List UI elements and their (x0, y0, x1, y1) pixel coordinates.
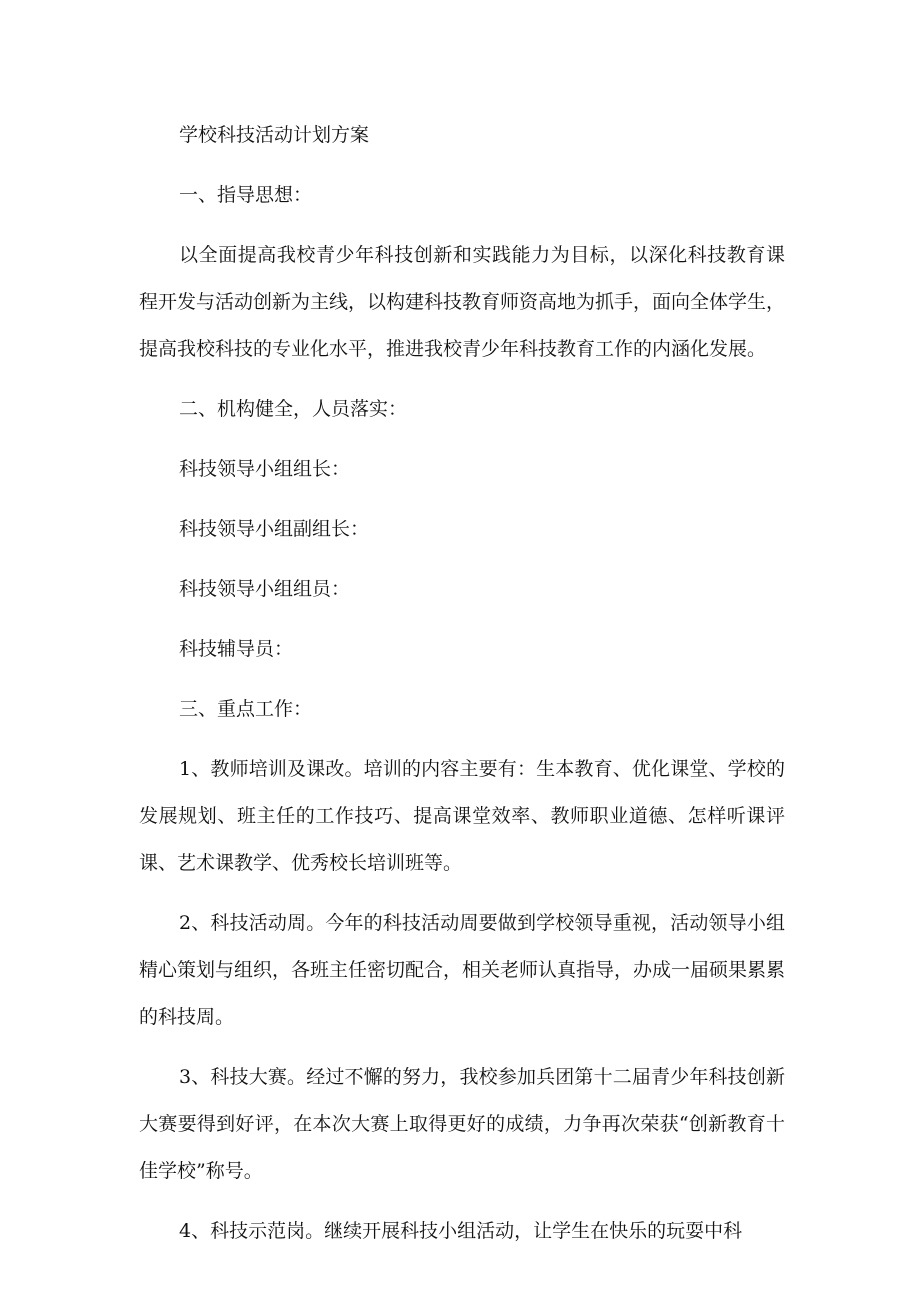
paragraph-guiding-ideology: 以全面提高我校青少年科技创新和实践能力为目标，以深化科技教育课程开发与活动创新为主线，以构建科技教育师资高地为抓手，面向全体学生，提高我校科技的专业化水平，推进我校青少年科技教育工作的内涵化发展。 (139, 244, 786, 360)
line-group-leader: 科技领导小组组长： (179, 458, 351, 480)
document-body (139, 112, 785, 1268)
paragraph-teacher-training: 1、教师培训及课改。培训的内容主要有：生本教育、优化课堂、学校的发展规划、班主任的工作技巧、提高课堂效率、教师职业道德、怎样听课评课、艺术课教学、优秀校长培训班等。 (139, 758, 785, 874)
line-tech-counselor: 科技辅导员： (179, 638, 294, 660)
document-title: 学校科技活动计划方案 (179, 124, 370, 146)
line-group-members: 科技领导小组组员： (179, 578, 351, 600)
section-heading-guiding-ideology: 一、指导思想： (179, 184, 313, 206)
line-deputy-group-leader: 科技领导小组副组长： (179, 518, 370, 540)
section-heading-key-work: 三、重点工作： (179, 698, 313, 720)
paragraph-tech-week: 2、科技活动周。今年的科技活动周要做到学校领导重视，活动领导小组精心策划与组织，各班主任密切配合，相关老师认真指导，办成一届硕果累累的科技周。 (139, 912, 786, 1028)
section-heading-organization: 二、机构健全，人员落实： (179, 398, 408, 420)
paragraph-tech-contest: 3、科技大赛。经过不懈的努力，我校参加兵团第十二届青少年科技创新大赛要得到好评，在本次大赛上取得更好的成绩，力争再次荣获“创新教育十佳学校”称号。 (139, 1066, 785, 1182)
paragraph-tech-demo-post: 4、科技示范岗。继续开展科技小组活动，让学生在快乐的玩耍中科 (179, 1220, 743, 1242)
